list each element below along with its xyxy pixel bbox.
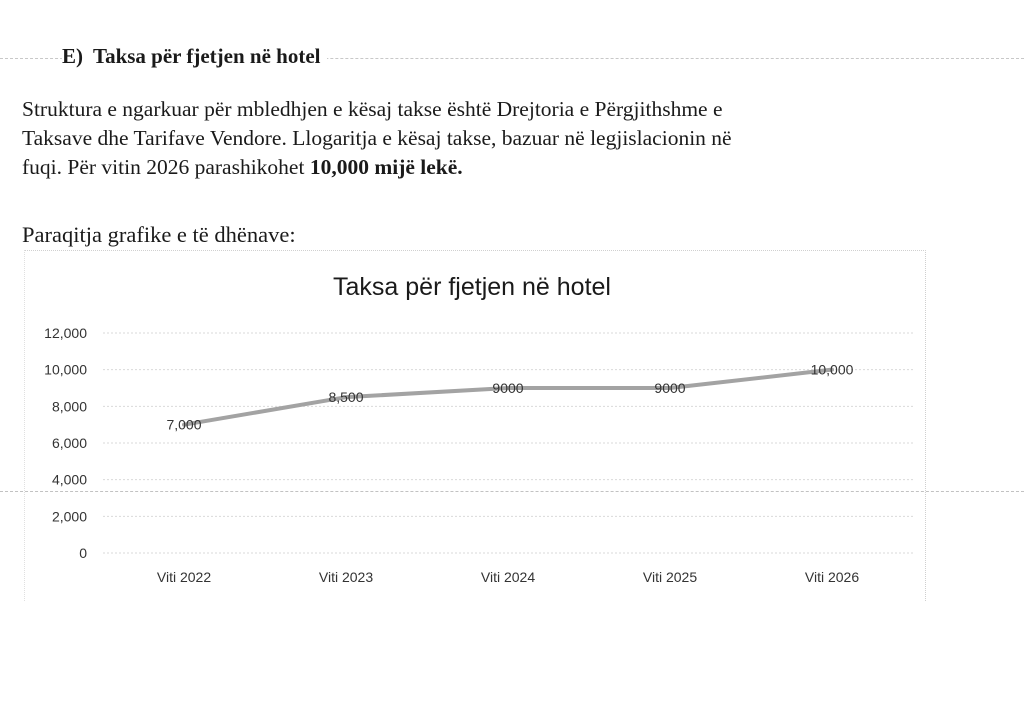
description-paragraph bbox=[22, 95, 952, 182]
scan-rule bbox=[0, 491, 1024, 492]
paragraph-line-1: Struktura e ngarkuar për mbledhjen e kësaj takse është Drejtoria e Përgjithshme e bbox=[22, 97, 723, 121]
section-heading-text: Taksa për fjetjen në hotel bbox=[93, 44, 321, 68]
y-tick-label: 6,000 bbox=[51, 435, 87, 451]
data-label: 9000 bbox=[492, 380, 524, 396]
x-tick-label: Viti 2023 bbox=[318, 569, 374, 585]
x-tick-label: Viti 2026 bbox=[804, 569, 860, 585]
y-tick-label: 2,000 bbox=[51, 508, 87, 525]
series-line bbox=[184, 370, 832, 425]
forecast-amount: 10,000 mijë lekë. bbox=[309, 155, 463, 179]
y-tick-label: 4,000 bbox=[51, 471, 87, 488]
chart-caption: Paraqitja grafike e të dhënave: bbox=[22, 222, 296, 247]
y-tick-label: 8,000 bbox=[51, 398, 87, 415]
data-label: 8,500 bbox=[328, 389, 364, 406]
section-heading bbox=[62, 44, 327, 69]
y-tick-label: 10,000 bbox=[44, 361, 87, 378]
y-tick-label: 0 bbox=[79, 545, 87, 561]
x-tick-label: Viti 2025 bbox=[642, 569, 698, 585]
paragraph-line-3 bbox=[22, 153, 952, 182]
data-label: 9000 bbox=[654, 380, 686, 396]
section-letter: E) bbox=[62, 44, 83, 68]
chart-frame bbox=[24, 250, 926, 601]
line-chart bbox=[25, 251, 925, 601]
y-tick-label: 12,000 bbox=[44, 325, 87, 341]
paragraph-line-3-text: fuqi. Për vitin 2026 parashikohet bbox=[22, 155, 310, 179]
data-label: 7,000 bbox=[166, 416, 202, 433]
paragraph-line-2: Taksave dhe Tarifave Vendore. Llogaritja e kësaj takse, bazuar në legjislacionin në bbox=[22, 126, 732, 150]
chart-title: Taksa për fjetjen në hotel bbox=[333, 273, 611, 301]
x-tick-label: Viti 2024 bbox=[480, 569, 536, 585]
data-label: 10,000 bbox=[810, 361, 854, 378]
x-tick-label: Viti 2022 bbox=[156, 569, 212, 585]
